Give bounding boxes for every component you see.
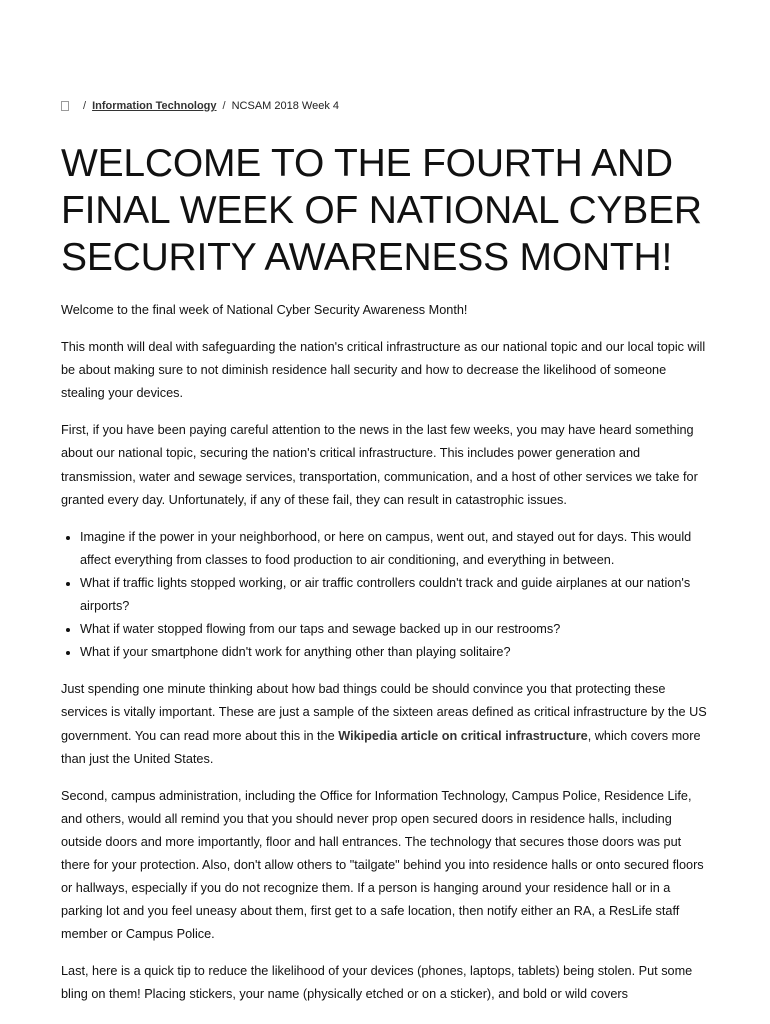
- breadcrumb-separator: /: [83, 100, 87, 112]
- paragraph-topics: This month will deal with safeguarding the nation's critical infrastructure as our national topic and our local topic will be about making sure to not diminish residence hall security and how to decrease the likelihood of someone stealing your devices.: [61, 340, 706, 401]
- breadcrumb-link-information-technology[interactable]: Information Technology: [92, 100, 217, 112]
- paragraph-infrastructure: First, if you have been paying careful attention to the news in the last few weeks, you may have heard something about our national topic, securing the nation's critical infrastructure. This includes power generation and transmission, water and sewage services, transportation, communication, and a host of other services we take for granted every day. Unfortunately, if any of these fail, they can result in catastrophic issues.: [61, 423, 698, 507]
- list-item: • What if your smartphone didn't work for anything other than playing solitaire?: [80, 641, 713, 664]
- list-item: • What if traffic lights stopped working, or air traffic controllers couldn't track and guide airplanes at our nation's airports?: [80, 572, 713, 618]
- breadcrumb-separator: /: [222, 100, 226, 112]
- wikipedia-link[interactable]: Wikipedia article on critical infrastructure: [338, 728, 588, 743]
- page-title: WELCOME TO THE FOURTH AND FINAL WEEK OF NATIONAL CYBER SECURITY AWARENESS MONTH!: [61, 142, 702, 279]
- paragraph-text: Just spending one minute thinking about how bad things could be should convince you that protecting these services is vitally important. These are just a sample of the sixteen areas defined as critical infrastructure by the US government. You can read more about this in the: [61, 682, 707, 743]
- home-icon[interactable]: [61, 101, 69, 111]
- paragraph-importance: [61, 678, 713, 770]
- list-item: • What if water stopped flowing from our taps and sewage backed up in our restrooms?: [80, 618, 713, 641]
- breadcrumb-current: NCSAM 2018 Week 4: [231, 100, 339, 112]
- list-item: • Imagine if the power in your neighborhood, or here on campus, went out, and stayed out for days. This would affect everything from classes to food production to air conditioning, and everything in between.: [80, 526, 713, 572]
- paragraph-intro: Welcome to the final week of National Cyber Security Awareness Month!: [61, 303, 468, 317]
- infrastructure-list: [61, 526, 713, 665]
- paragraph-residence-security: Second, campus administration, including the Office for Information Technology, Campus Police, Residence Life, and others, would all remind you that you should never prop open secured doors in residence halls, including outside doors and more importantly, floor and hall entrances. The technology that secures those doors was put there for your protection. Also, don't allow others to "tailgate" behind you into residence halls or onto secured floors or hallways, especially if you do not recognize them. If a person is hanging around your residence hall or in a parking lot and you feel uneasy about them, first get to a safe location, then notify either an RA, a ResLife staff member or Campus Police.: [61, 788, 704, 942]
- article-content: [61, 96, 713, 1021]
- paragraph-device-tip: Last, here is a quick tip to reduce the likelihood of your devices (phones, laptops, tablets) being stolen. Put some bling on them! Placing stickers, your name (physically etched or on a sticker), and bold or wild covers: [61, 964, 693, 1002]
- breadcrumb: [61, 96, 713, 116]
- paragraph-text: , which covers more than just the United States.: [61, 728, 701, 766]
